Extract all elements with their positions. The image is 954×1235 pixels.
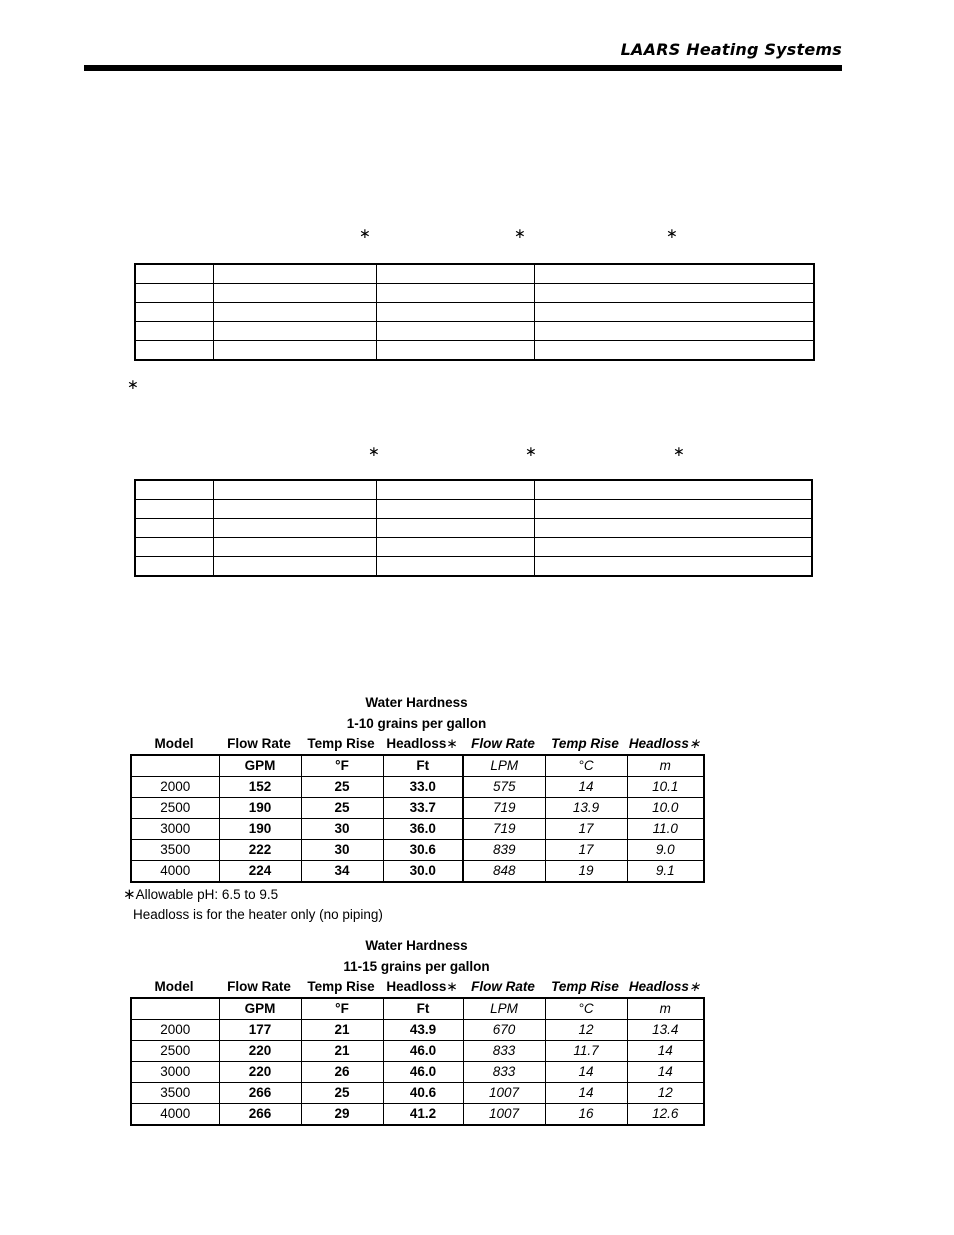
- note-ph: ∗Allowable pH: 6.5 to 9.5: [123, 886, 279, 903]
- col-header: Flow Rate: [227, 736, 291, 751]
- blank-grid-2: [134, 479, 813, 577]
- table-row: 2500 220 21 46.0 833 11.7 14: [131, 1041, 704, 1062]
- table-caption: 11-15 grains per gallon: [343, 959, 490, 974]
- asterisk-mark: ∗: [127, 376, 139, 392]
- unit-row: GPM °F Ft LPM °C m: [131, 755, 704, 777]
- col-header: Headloss∗: [628, 979, 701, 994]
- flow-table-1-10gpg: [130, 692, 703, 883]
- col-header: Headloss∗: [386, 736, 458, 751]
- table-row: 3000 190 30 36.0 719 17 11.0: [131, 819, 704, 840]
- asterisk-mark: ∗: [368, 443, 380, 459]
- table-caption: Water Hardness: [365, 938, 468, 953]
- table-row: 3500 266 25 40.6 1007 14 12: [131, 1083, 704, 1104]
- brand-title: LAARS Heating Systems: [620, 40, 842, 59]
- flow-table-11-15gpg: [130, 935, 703, 1126]
- column-headers: [130, 977, 703, 997]
- col-header: Temp Rise: [307, 736, 375, 751]
- asterisk-mark: ∗: [514, 225, 526, 241]
- table-row: 3500 222 30 30.6 839 17 9.0: [131, 840, 704, 861]
- col-header: Model: [154, 736, 194, 751]
- data-grid: [130, 754, 705, 883]
- col-header: Temp Rise: [307, 979, 375, 994]
- table-row: 4000 224 34 30.0 848 19 9.1: [131, 861, 704, 883]
- data-grid: [130, 997, 705, 1126]
- note-headloss: Headloss is for the heater only (no piping): [133, 907, 383, 922]
- col-header: Flow Rate: [471, 736, 535, 751]
- header-rule: [84, 65, 842, 71]
- col-header: Headloss∗: [386, 979, 458, 994]
- table-caption: 1-10 grains per gallon: [346, 716, 487, 731]
- col-header: Temp Rise: [551, 979, 619, 994]
- asterisk-mark: ∗: [359, 225, 371, 241]
- table-caption: Water Hardness: [365, 695, 468, 710]
- table-row: 4000 266 29 41.2 1007 16 12.6: [131, 1104, 704, 1126]
- asterisk-mark: ∗: [123, 886, 136, 903]
- table-row: 2000 152 25 33.0 575 14 10.1: [131, 777, 704, 798]
- unit-row: GPM °F Ft LPM °C m: [131, 998, 704, 1020]
- col-header: Temp Rise: [551, 736, 619, 751]
- column-headers: [130, 734, 703, 754]
- col-header: Model: [154, 979, 194, 994]
- asterisk-mark: ∗: [525, 443, 537, 459]
- col-header: Flow Rate: [471, 979, 535, 994]
- col-header: Headloss∗: [628, 736, 701, 751]
- table-row: 2000 177 21 43.9 670 12 13.4: [131, 1020, 704, 1041]
- asterisk-mark: ∗: [666, 225, 678, 241]
- table-row: 3000 220 26 46.0 833 14 14: [131, 1062, 704, 1083]
- table-row: 2500 190 25 33.7 719 13.9 10.0: [131, 798, 704, 819]
- asterisk-mark: ∗: [673, 443, 685, 459]
- blank-grid-1: [134, 263, 815, 361]
- col-header: Flow Rate: [227, 979, 291, 994]
